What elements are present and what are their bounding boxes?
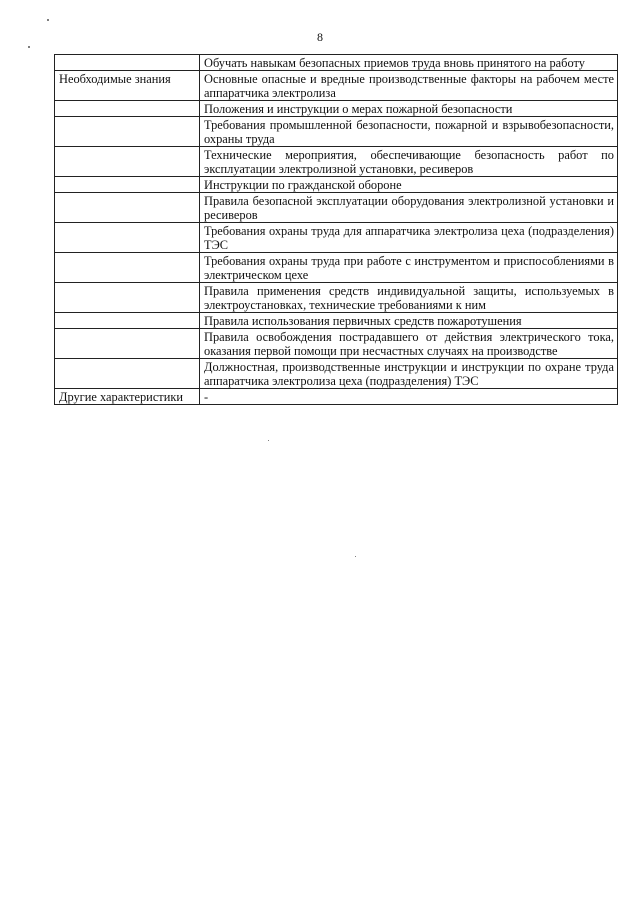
row-label-blank <box>55 193 200 223</box>
table-row <box>55 359 618 389</box>
table-row <box>55 147 618 177</box>
row-label-blank <box>55 359 200 389</box>
row-label-blank <box>55 313 200 329</box>
scan-speck <box>355 556 356 557</box>
table-row <box>55 389 618 405</box>
knowledge-item: Инструкции по гражданской обороне <box>200 177 618 193</box>
table-row <box>55 283 618 313</box>
row-label-blank <box>55 177 200 193</box>
knowledge-item: Основные опасные и вредные производственные факторы на рабочем месте аппаратчика электролиза <box>200 71 618 101</box>
other-item: - <box>200 389 618 405</box>
knowledge-item: Требования охраны труда при работе с инструментом и приспособлениями в электрическом цехе <box>200 253 618 283</box>
page-number: 8 <box>317 30 323 44</box>
table-row <box>55 253 618 283</box>
knowledge-item: Технические мероприятия, обеспечивающие безопасность работ по эксплуатации электролизной установки, ресиверов <box>200 147 618 177</box>
table-row <box>55 177 618 193</box>
table-row <box>55 101 618 117</box>
knowledge-item: Должностная, производственные инструкции и инструкции по охране труда аппаратчика электролиза цеха (подразделения) ТЭС <box>200 359 618 389</box>
scan-speck <box>268 440 269 441</box>
table-row <box>55 329 618 359</box>
row-label-blank <box>55 329 200 359</box>
table-row <box>55 223 618 253</box>
knowledge-item: Правила использования первичных средств пожаротушения <box>200 313 618 329</box>
knowledge-item: Правила применения средств индивидуальной защиты, используемых в электроустановках, технические требованиями к ним <box>200 283 618 313</box>
knowledge-item: Требования охраны труда для аппаратчика электролиза цеха (подразделения) ТЭС <box>200 223 618 253</box>
knowledge-item: Требования промышленной безопасности, пожарной и взрывобезопасности, охраны труда <box>200 117 618 147</box>
scan-speck <box>47 19 49 21</box>
table-row <box>55 193 618 223</box>
table-row <box>55 117 618 147</box>
knowledge-item: Положения и инструкции о мерах пожарной безопасности <box>200 101 618 117</box>
row-label-blank <box>55 101 200 117</box>
table-row <box>55 55 618 71</box>
qualification-table <box>54 54 618 405</box>
row-label-blank <box>55 147 200 177</box>
table-row <box>55 313 618 329</box>
row-label-blank <box>55 253 200 283</box>
row-item: Обучать навыкам безопасных приемов труда вновь принятого на работу <box>200 55 618 71</box>
row-label-blank <box>55 117 200 147</box>
knowledge-item: Правила освобождения пострадавшего от действия электрического тока, оказания первой помощи при несчастных случаях на производстве <box>200 329 618 359</box>
row-label-blank <box>55 283 200 313</box>
table-row <box>55 71 618 101</box>
row-label <box>55 55 200 71</box>
row-label-knowledge: Необходимые знания <box>55 71 200 101</box>
row-label-blank <box>55 223 200 253</box>
knowledge-item: Правила безопасной эксплуатации оборудования электролизной установки и ресиверов <box>200 193 618 223</box>
row-label-other: Другие характеристики <box>55 389 200 405</box>
scan-speck <box>28 46 30 48</box>
